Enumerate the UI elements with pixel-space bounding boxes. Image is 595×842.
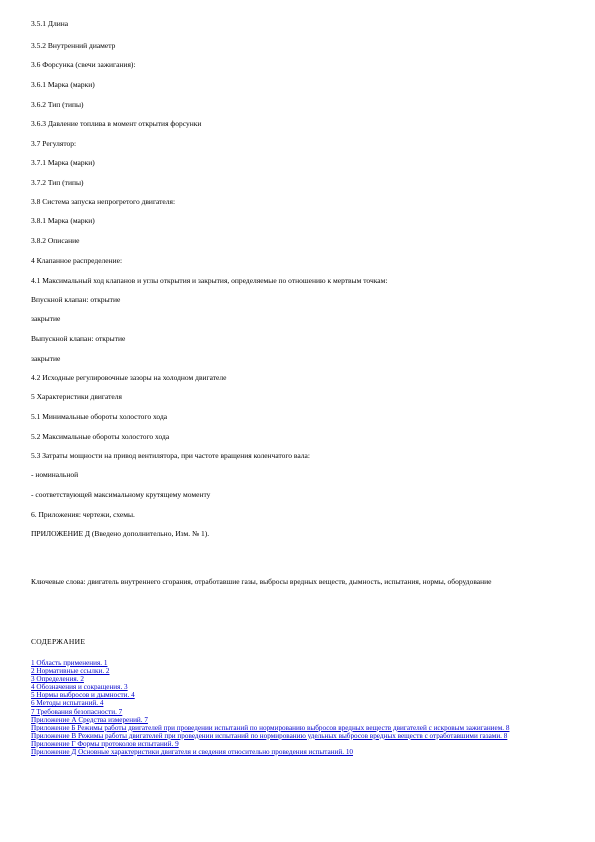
text-line: ПРИЛОЖЕНИЕ Д (Введено дополнительно, Изм. № 1).	[31, 529, 210, 538]
toc-link[interactable]: Приложение Г Формы протоколов испытаний. 9	[31, 739, 179, 748]
table-of-contents	[31, 659, 546, 756]
text-line: 3.6.3 Давление топлива в момент открытия форсунки	[31, 119, 202, 128]
text-line: 3.8.2 Описание	[31, 236, 80, 245]
text-line: - соответствующей максимальному крутящему моменту	[31, 490, 211, 499]
toc-link[interactable]: Приложение Б Режимы работы двигателей при проведении испытаний по нормированию выбросов вредных веществ двигателей с искровым зажиганием. 8	[31, 723, 510, 732]
toc-link[interactable]: 7 Требования безопасности. 7	[31, 707, 123, 716]
text-line: 3.6.1 Марка (марки)	[31, 80, 95, 89]
text-line: 3.7.1 Марка (марки)	[31, 158, 95, 167]
text-line: 5.2 Максимальные обороты холостого хода	[31, 432, 170, 441]
toc-link[interactable]: Приложение А Средства измерений. 7	[31, 715, 148, 724]
toc-link[interactable]: 2 Нормативные ссылки. 2	[31, 667, 110, 676]
text-line: 3.8 Система запуска непрогретого двигателя:	[31, 197, 176, 206]
text-line: - номинальной	[31, 470, 79, 479]
text-line: 3.5.2 Внутренний диаметр	[31, 41, 116, 50]
text-line: 4.1 Максимальный ход клапанов и углы открытия и закрытия, определяемые по отношению к мертвым точкам:	[31, 276, 388, 285]
toc-link[interactable]: 1 Область применения. 1	[31, 659, 108, 667]
toc-link[interactable]: 5 Нормы выбросов и дымности. 4	[31, 691, 135, 700]
text-line: Выпускной клапан: открытие	[31, 334, 126, 343]
toc-link[interactable]: 4 Обозначения и сокращения. 3	[31, 683, 128, 692]
toc-link[interactable]: 3 Определения. 2	[31, 675, 84, 684]
text-line: 3.8.1 Марка (марки)	[31, 216, 95, 225]
text-line: 4 Клапанное распределение:	[31, 256, 123, 265]
text-line: 5.3 Затраты мощности на привод вентилятора, при частоте вращения коленчатого вала:	[31, 451, 310, 460]
toc-link[interactable]: 6 Методы испытаний. 4	[31, 699, 104, 708]
toc-link[interactable]: Приложение В Режимы работы двигателей при проведении испытаний по нормированию удельных выбросов вредных веществ с отработавшими газами. 8	[31, 731, 508, 740]
text-line: закрытие	[31, 354, 61, 363]
text-line: 6. Приложения: чертежи, схемы.	[31, 510, 135, 519]
text-line: закрытие	[31, 314, 61, 323]
text-line: 5 Характеристики двигателя	[31, 392, 122, 401]
toc-link[interactable]: Приложение Д Основные характеристики двигателя и сведения относительно проведения испытаний. 10	[31, 748, 354, 757]
text-line: Впускной клапан: открытие	[31, 295, 121, 304]
toc-title: СОДЕРЖАНИЕ	[31, 637, 86, 646]
text-line: 4.2 Исходные регулировочные зазоры на холодном двигателе	[31, 373, 227, 382]
text-line: 3.7 Регулятор:	[31, 139, 77, 148]
text-line: 3.6 Форсунка (свечи зажигания):	[31, 60, 136, 69]
text-line: 5.1 Минимальные обороты холостого хода	[31, 412, 168, 421]
text-line: 3.6.2 Тип (типы)	[31, 100, 84, 109]
text-line: 3.7.2 Тип (типы)	[31, 178, 84, 187]
text-line: 3.5.1 Длина	[31, 19, 69, 28]
keywords-paragraph: Ключевые слова: двигатель внутреннего сгорания, отработавшие газы, выбросы вредных веществ, дымность, испытания, нормы, оборудование	[31, 577, 492, 586]
